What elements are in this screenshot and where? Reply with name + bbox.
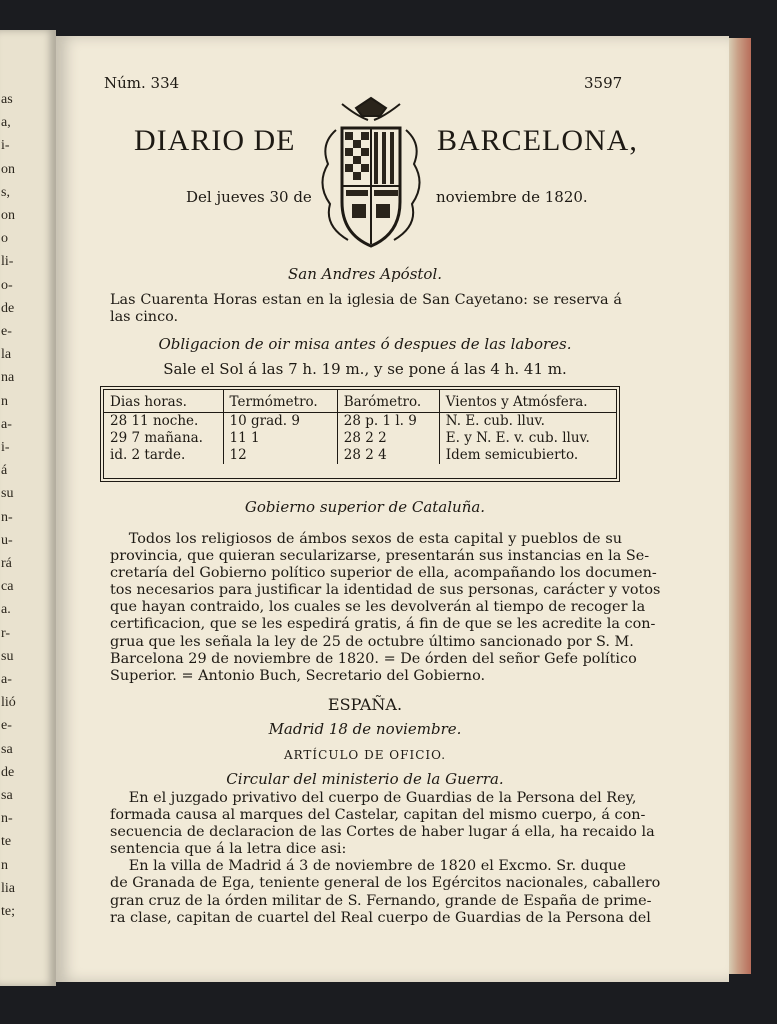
text-line: sentencia que á la letra dice asi:	[110, 841, 347, 858]
saint-of-day: San Andres Apóstol.	[287, 265, 443, 283]
text-line: grua que les señala la ley de 25 de octubre último sancionado por S. M.	[110, 633, 634, 650]
left-page-fragment: as	[1, 92, 13, 107]
left-page-fragment: n-	[1, 509, 13, 525]
circular-heading: Circular del ministerio de la Guerra.	[226, 770, 504, 788]
text-line: gran cruz de la órden militar de S. Fernando, grande de España de prime-	[110, 892, 652, 909]
weather-table	[100, 386, 620, 482]
mass-obligation: Obligacion de oir misa antes ó despues de las labores.	[158, 335, 572, 353]
text-line: ra clase, capitan de cuartel del Real cuerpo de Guardias de la Persona del	[110, 909, 651, 926]
gobierno-article	[110, 531, 661, 685]
left-page-fragment: de	[1, 300, 15, 316]
left-page-fragment: ca	[1, 579, 14, 595]
table-cell: 28 2 2	[337, 430, 439, 447]
page-number: 3597	[584, 74, 623, 92]
text-line: Superior. = Antonio Buch, Secretario del Gobierno.	[110, 667, 486, 684]
text-line: tos necesarios para justificar la identidad de sus personas, carácter y votos	[110, 582, 661, 599]
page-edge-right	[729, 38, 751, 974]
left-page-fragment: n	[1, 857, 8, 873]
table-row	[104, 447, 616, 464]
left-page-fragment: a-	[1, 672, 12, 687]
left-page-fragment: u-	[1, 532, 13, 548]
left-page-edge	[0, 30, 56, 986]
weather-header: Termómetro.	[223, 390, 337, 413]
text-line: secuencia de declaracion de las Cortes de haber lugar á ella, ha recaido la	[110, 824, 655, 841]
masthead-title-right: BARCELONA,	[437, 124, 638, 157]
weather-header: Vientos y Atmósfera.	[439, 390, 616, 413]
left-page-fragment: a.	[1, 602, 11, 618]
left-page-fragment: sa	[1, 741, 13, 757]
left-page-fragment: n	[1, 393, 8, 409]
dateline-madrid: Madrid 18 de noviembre.	[268, 720, 462, 738]
left-page-fragment: te;	[1, 904, 15, 919]
text-line: formada causa al marques del Castelar, capitan del mismo cuerpo, á con-	[110, 807, 646, 824]
forty-hours-notice	[110, 292, 622, 326]
left-page-fragment: e-	[1, 324, 12, 339]
table-row	[104, 413, 616, 431]
left-page-fragment: rá	[1, 556, 12, 571]
left-page-fragment: sa	[1, 788, 13, 803]
date-right: noviembre de 1820.	[436, 188, 588, 206]
table-cell: 28 11 noche.	[104, 413, 223, 431]
section-heading-espana: ESPAÑA.	[327, 695, 403, 714]
date-left: Del jueves 30 de	[186, 188, 312, 206]
left-page-fragment: de	[1, 764, 15, 780]
left-page-fragment: la	[1, 347, 12, 363]
text-line: En el juzgado privativo del cuerpo de Guardias de la Persona del Rey,	[128, 790, 637, 806]
left-page-fragment: r-	[1, 625, 11, 641]
left-page-fragment: n-	[1, 811, 13, 827]
table-cell: 29 7 mañana.	[104, 430, 223, 447]
left-page-fragment: su	[1, 486, 14, 502]
text-line: que hayan contraido, los cuales se les devolverán al tiempo de recoger la	[110, 599, 646, 616]
left-page-fragment: o	[1, 231, 8, 247]
left-page-fragment: lió	[1, 695, 16, 711]
table-cell: 28 p. 1 l. 9	[337, 413, 439, 431]
coat-of-arms-icon	[312, 94, 430, 254]
weather-header: Dias horas.	[104, 390, 223, 413]
circular-article	[110, 790, 661, 927]
table-cell: N. E. cub. lluv.	[445, 413, 545, 429]
masthead-title-left: DIARIO DE	[134, 124, 296, 157]
left-page-fragment: o-	[1, 277, 13, 293]
text-line: las cinco.	[110, 309, 179, 326]
left-page-fragment: li-	[1, 254, 14, 270]
table-cell: 10 grad. 9	[223, 413, 337, 431]
left-page-fragment: i-	[1, 138, 10, 154]
section-heading-gobierno: Gobierno superior de Cataluña.	[244, 498, 486, 516]
table-cell: 28 2 4	[337, 447, 439, 464]
left-page-fragment: s,	[1, 184, 10, 200]
left-page-fragment: e-	[1, 718, 12, 734]
left-page-fragment: te	[1, 834, 12, 850]
left-page-fragment: á	[1, 463, 8, 479]
left-page-fragment: lia	[1, 880, 15, 896]
text-line: Todos los religiosos de ámbos sexos de esta capital y pueblos de su	[128, 531, 622, 547]
text-line: En la villa de Madrid á 3 de noviembre de 1820 el Excmo. Sr. duque	[128, 858, 627, 875]
table-cell: 12	[223, 447, 337, 464]
left-page-fragment: i-	[1, 440, 10, 455]
table-row	[104, 430, 616, 447]
text-line: Las Cuarenta Horas estan en la iglesia de San Cayetano: se reserva á	[110, 292, 622, 308]
left-page-fragment: a,	[1, 115, 11, 131]
table-cell: Idem semicubierto.	[445, 447, 579, 463]
table-cell: E. y N. E. v. cub. lluv.	[445, 430, 590, 446]
text-line: certificacion, que se les espedirá gratis, á fin de que se les acredite la con-	[110, 616, 656, 633]
text-line: provincia, que quieran secularizarse, presentarán sus instancias en la Se-	[110, 548, 650, 565]
text-line: de Granada de Ega, teniente general de los Egércitos nacionales, caballero	[110, 875, 661, 892]
left-page-fragment: na	[1, 370, 15, 386]
left-page-fragment: su	[1, 648, 14, 664]
issue-number: Núm. 334	[104, 74, 180, 92]
table-cell: id. 2 tarde.	[104, 447, 223, 464]
left-page-fragment: a-	[1, 416, 12, 432]
left-page-fragment: on	[1, 208, 15, 223]
text-line: Barcelona 29 de noviembre de 1820. = De órden del señor Gefe político	[110, 650, 637, 667]
weather-header: Barómetro.	[337, 390, 439, 413]
left-page-fragment: on	[1, 161, 15, 177]
sunrise-sunset: Sale el Sol á las 7 h. 19 m., y se pone á las 4 h. 41 m.	[163, 360, 567, 378]
table-cell: 11 1	[223, 430, 337, 447]
articulo-heading: ARTÍCULO DE OFICIO.	[283, 748, 447, 762]
text-line: cretaría del Gobierno político superior de ella, acompañando los documen-	[110, 565, 657, 582]
